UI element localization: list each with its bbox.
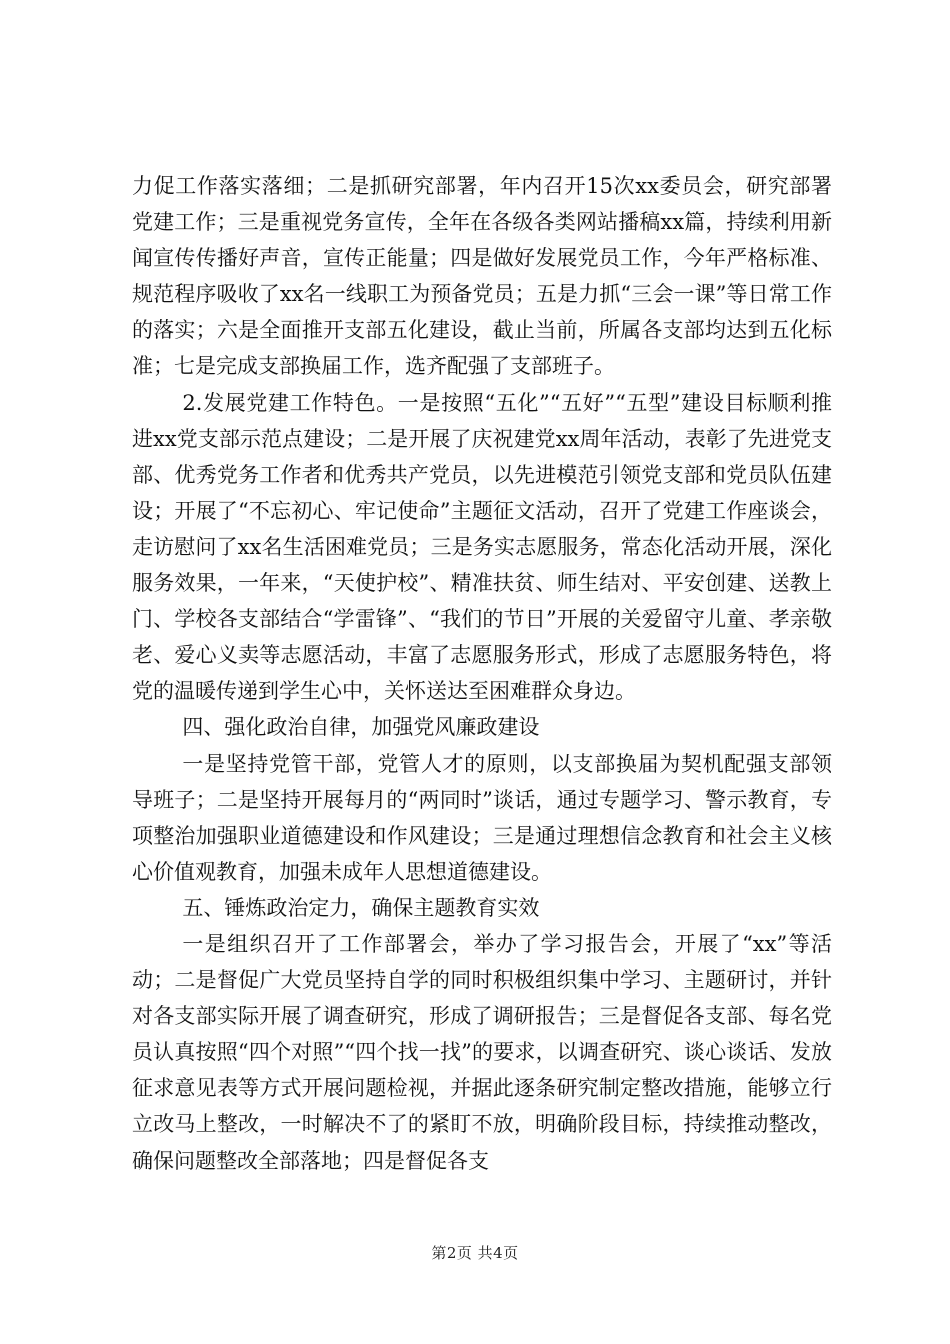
document-body (132, 168, 832, 1179)
paragraph-theme-education: 一是组织召开了工作部署会，举办了学习报告会，开展了“xx”等活动；二是督促广大党员坚持自学的同时积极组织集中学习、主题研讨，并针对各支部实际开展了调查研究，形成了调研报告；三是督促各支部、每名党员认真按照“四个对照”“四个找一找”的要求，以调查研究、谈心谈话、发放征求意见表等方式开展问题检视，并据此逐条研究制定整改措施，能够立行立改马上整改，一时解决不了的紧盯不放，明确阶段目标，持续推动整改，确保问题整改全部落地；四是督促各支 (132, 931, 832, 1173)
paragraph-continuation: 力促工作落实落细；二是抓研究部署，年内召开15次xx委员会，研究部署党建工作；三是重视党务宣传，全年在各级各类网站播稿xx篇，持续利用新闻宣传传播好声音，宣传正能量；四是做好发展党员工作，今年严格标准、规范程序吸收了xx名一线职工为预备党员；五是力抓“三会一课”等日常工作的落实；六是全面推开支部五化建设，截止当前，所属各支部均达到五化标准；七是完成支部换届工作，选齐配强了支部班子。 (132, 174, 832, 379)
paragraph-discipline: 一是坚持党管干部，党管人才的原则，以支部换届为契机配强支部领导班子；二是坚持开展每月的“两同时”谈话，通过专题学习、警示教育，专项整治加强职业道德建设和作风建设；三是通过理想信念教育和社会主义核心价值观教育，加强未成年人思想道德建设。 (132, 751, 832, 884)
paragraph-party-building-features: 2.发展党建工作特色。一是按照“五化”“五好”“五型”建设目标顺利推进xx党支部示范点建设；二是开展了庆祝建党xx周年活动，表彰了先进党支部、优秀党务工作者和优秀共产党员，以先进模范引领党支部和党员队伍建设；开展了“不忘初心、牢记使命”主题征文活动，召开了党建工作座谈会，走访慰问了xx名生活困难党员；三是务实志愿服务，常态化活动开展，深化服务效果，一年来，“天使护校”、精准扶贫、师生结对、平安创建、送教上门、学校各支部结合“学雷锋”、“我们的节日”开展的关爱留守儿童、孝亲敬老、爱心义卖等志愿活动，丰富了志愿服务形式，形成了志愿服务特色，将党的温暖传递到学生心中，关怀送达至困难群众身边。 (132, 390, 832, 704)
section-heading-4: 四、强化政治自律，加强党风廉政建设 (182, 715, 540, 740)
page-number-footer: 第2页 共4页 (431, 1244, 519, 1262)
section-heading-5: 五、锤炼政治定力，确保主题教育实效 (182, 895, 540, 920)
